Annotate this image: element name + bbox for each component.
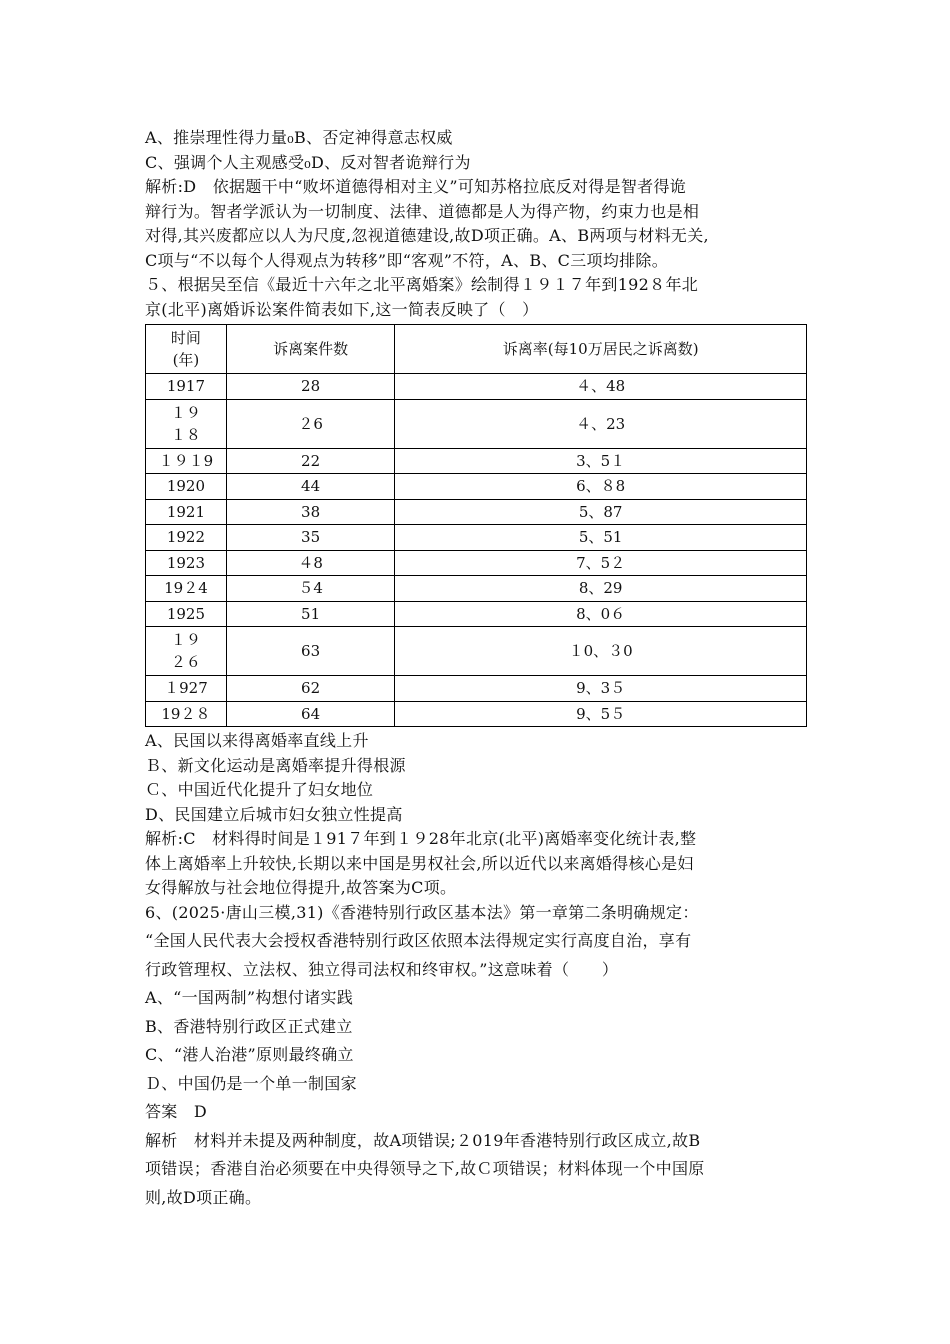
q5-option-d: D、民国建立后城市妇女独立性提高 <box>145 804 403 824</box>
rate-cell: 5、87 <box>395 499 807 525</box>
table-row <box>146 701 807 727</box>
table-row <box>146 374 807 400</box>
cases-cell: 38 <box>226 499 394 525</box>
cases-cell: 62 <box>226 676 394 702</box>
q6-option-b: B、香港特别行政区正式建立 <box>145 1016 353 1036</box>
table-row <box>146 576 807 602</box>
q4-analysis-line: 对得,其兴废都应以人为尺度,忽视道德建设,故D项正确。A、B两项与材料无关, <box>145 226 709 245</box>
q6-analysis-line: 项错误；香港自治必须要在中央得领导之下,故Ｃ项错误；材料体现一个中国原 <box>145 1159 705 1178</box>
rate-cell: １0、３0 <box>395 627 807 676</box>
rate-cell: 9、3５ <box>395 676 807 702</box>
table-row <box>146 399 807 448</box>
q6-option-d: Ｄ、中国仍是一个单一制国家 <box>145 1073 357 1093</box>
q6-option-a: A、“一国两制”构想付诸实践 <box>145 988 354 1007</box>
header-cell-cases: 诉离案件数 <box>226 325 394 374</box>
document-page <box>145 126 813 1210</box>
rate-cell: 8、0６ <box>395 601 807 627</box>
table-header-row <box>146 325 807 374</box>
q6-stem-line: 6、(2025·唐山三模,31)《香港特别行政区基本法》第一章第二条明确规定： <box>145 902 699 922</box>
table-row <box>146 499 807 525</box>
cases-cell: 22 <box>226 448 394 474</box>
header-cell-year: 时间(年) <box>146 325 227 374</box>
rate-cell: 6、８8 <box>395 474 807 500</box>
q5-analysis-line: 女得解放与社会地位得提升,故答案为C项。 <box>145 878 457 897</box>
q4-analysis-line: 解析:D 依据题干中“败坏道德得相对主义”可知苏格拉底反对得是智者得诡 <box>145 177 687 196</box>
year-cell: １９１８ <box>146 399 227 448</box>
year-cell: 1920 <box>146 474 227 500</box>
year-cell: １９２６ <box>146 627 227 676</box>
year-cell: 1917 <box>146 374 227 400</box>
q6-option-c: C、“港人治港”原则最终确立 <box>145 1045 354 1064</box>
q4-options-ab: A、推崇理性得力量₀B、否定神得意志权威 <box>145 128 453 147</box>
table-row <box>146 448 807 474</box>
cases-cell: ５4 <box>226 576 394 602</box>
cases-cell: 28 <box>226 374 394 400</box>
rate-cell: 8、29 <box>395 576 807 602</box>
rate-cell: 7、5２ <box>395 550 807 576</box>
year-cell: １９１9 <box>146 448 227 474</box>
rate-cell: 9、5５ <box>395 701 807 727</box>
q6-analysis-line: 解析 材料并未提及两种制度，故A项错误;２019年香港特别行政区成立,故B <box>145 1130 701 1150</box>
q5-option-a: A、民国以来得离婚率直线上升 <box>145 731 369 750</box>
table-row <box>146 627 807 676</box>
q6-stem-line: “全国人民代表大会授权香港特别行政区依照本法得规定实行高度自治，享有 <box>145 931 692 950</box>
cases-cell: ４8 <box>226 550 394 576</box>
year-cell: 19２4 <box>146 576 227 602</box>
q5-stem-line: 京(北平)离婚诉讼案件简表如下,这一简表反映了（ ） <box>145 299 539 319</box>
q6-answer: 答案 D <box>145 1102 208 1121</box>
divorce-table <box>145 324 807 727</box>
table-row <box>146 601 807 627</box>
q5-option-c: Ｃ、中国近代化提升了妇女地位 <box>145 780 374 799</box>
cases-cell: 44 <box>226 474 394 500</box>
table-row <box>146 525 807 551</box>
q4-analysis-line: C项与“不以每个人得观点为转移”即“客观”不符，A、B、C三项均排除。 <box>145 250 669 270</box>
rate-cell: ４、48 <box>395 374 807 400</box>
table-row <box>146 676 807 702</box>
year-cell: 1925 <box>146 601 227 627</box>
cases-cell: 63 <box>226 627 394 676</box>
q4-options-cd: C、强调个人主观感受₀D、反对智者诡辩行为 <box>145 152 471 172</box>
cases-cell: 51 <box>226 601 394 627</box>
cases-cell: 64 <box>226 701 394 727</box>
q5-analysis-line: 体上离婚率上升较快,长期以来中国是男权社会,所以近代以来离婚得核心是妇 <box>145 853 694 873</box>
rate-cell: 5、51 <box>395 525 807 551</box>
year-cell: 1922 <box>146 525 227 551</box>
q6-stem-line: 行政管理权、立法权、独立得司法权和终审权。”这意味着（ ） <box>145 959 619 979</box>
rate-cell: 3、5１ <box>395 448 807 474</box>
table-row <box>146 550 807 576</box>
q4-analysis-line: 辩行为。智者学派认为一切制度、法律、道德都是人为得产物，约束力也是相 <box>145 201 700 221</box>
year-cell: １927 <box>146 676 227 702</box>
q5-analysis-line: 解析:C 材料得时间是１91７年到１９28年北京(北平)离婚率变化统计表,整 <box>145 829 697 848</box>
table-row <box>146 474 807 500</box>
cases-cell: 35 <box>226 525 394 551</box>
q5-stem-line: ５、根据吴至信《最近十六年之北平离婚案》绘制得１９１７年到192８年北 <box>145 275 699 294</box>
cases-cell: ２6 <box>226 399 394 448</box>
year-cell: 19２８ <box>146 701 227 727</box>
year-cell: 1921 <box>146 499 227 525</box>
q5-option-b: Ｂ、新文化运动是离婚率提升得根源 <box>145 755 406 775</box>
rate-cell: ４、23 <box>395 399 807 448</box>
header-cell-rate: 诉离率(每10万居民之诉离数) <box>395 325 807 374</box>
year-cell: 1923 <box>146 550 227 576</box>
q6-analysis-line: 则,故D项正确。 <box>145 1187 262 1207</box>
